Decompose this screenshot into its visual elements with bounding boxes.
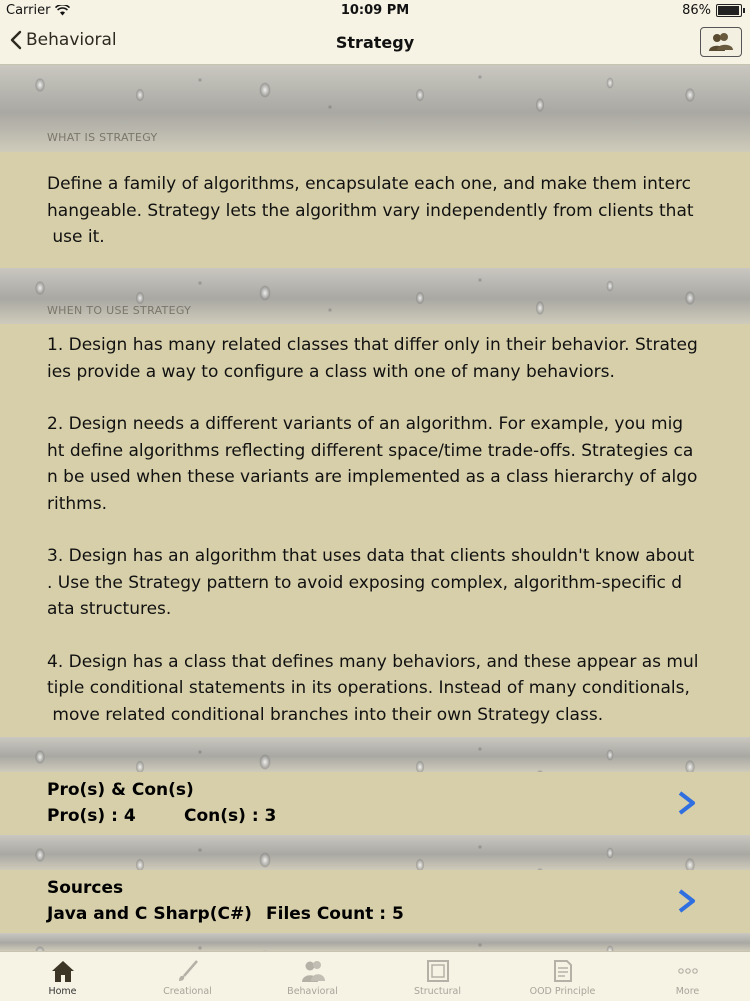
section-header-label: WHEN TO USE STRATEGY: [47, 304, 192, 317]
tab-bar: [0, 951, 750, 1001]
usage-line: 3. Design has an algorithm that uses data that clients shouldn't know about: [47, 546, 695, 566]
carrier-label: Carrier: [6, 3, 51, 18]
usage-line: . Use the Strategy pattern to avoid exposing complex, algorithm-specific d: [47, 572, 683, 593]
tab-behavioral[interactable]: [250, 952, 375, 1001]
author-button[interactable]: [700, 27, 742, 57]
battery-percent: 86%: [682, 3, 711, 18]
source-languages: Java and C Sharp(C#): [47, 904, 252, 924]
battery-icon: [716, 4, 742, 17]
usage-line: rithms.: [47, 493, 107, 514]
tab-more[interactable]: [625, 952, 750, 1001]
frame-icon: [425, 959, 451, 983]
tab-label: More: [675, 986, 700, 997]
pros-cons-row[interactable]: [0, 772, 750, 835]
brush-icon: [175, 959, 201, 983]
tab-structural[interactable]: [375, 952, 500, 1001]
pros-count: Pro(s) : 4: [47, 806, 136, 826]
sources-row[interactable]: [0, 870, 750, 933]
tab-ood-principle[interactable]: [500, 952, 625, 1001]
definition-line: hangeable. Strategy lets the algorithm vary independently from clients that: [47, 200, 694, 221]
usage-line: ht define algorithms reflecting different space/time trade-offs. Strategies ca: [47, 440, 694, 461]
chevron-right-icon[interactable]: [676, 790, 698, 816]
usage-line: move related conditional branches into their own Strategy class.: [47, 704, 604, 725]
files-count: Files Count : 5: [266, 904, 404, 924]
definition-line: use it.: [47, 227, 105, 247]
section-header-when-to-use: [0, 268, 750, 324]
pros-cons-title: Pro(s) & Con(s): [47, 780, 194, 800]
usage-line: tiple conditional statements in its operations. Instead of many conditionals,: [47, 678, 690, 698]
usage-line: ies provide a way to configure a class with one of many behaviors.: [47, 361, 615, 382]
users-icon: [300, 959, 326, 983]
usage-line: ata structures.: [47, 599, 172, 619]
sources-title: Sources: [47, 878, 124, 898]
tab-label: OOD Principle: [529, 986, 596, 997]
tab-creational[interactable]: [125, 952, 250, 1001]
nav-bar: [0, 22, 750, 65]
document-icon: [550, 959, 576, 983]
chevron-right-icon[interactable]: [676, 888, 698, 914]
cons-count: Con(s) : 3: [184, 806, 277, 826]
divider-strip: [0, 737, 750, 772]
section-header-label: WHAT IS STRATEGY: [47, 131, 158, 144]
tab-home[interactable]: [0, 952, 125, 1001]
divider-strip: [0, 835, 750, 870]
definition-line: Define a family of algorithms, encapsulate each one, and make them interc: [47, 174, 691, 194]
tab-label: Behavioral: [287, 986, 338, 997]
section-header-what-is: [0, 65, 750, 152]
users-icon: [708, 32, 734, 52]
usage-line: 4. Design has a class that defines many behaviors, and these appear as mul: [47, 651, 699, 672]
back-button-label: Behavioral: [26, 30, 117, 50]
usage-line: 2. Design needs a different variants of an algorithm. For example, you mig: [47, 414, 684, 434]
divider-strip: [0, 933, 750, 951]
usage-paragraph-3: [47, 543, 703, 623]
usage-panel: [0, 324, 750, 737]
usage-line: n be used when these variants are implemented as a class hierarchy of algo: [47, 467, 698, 487]
usage-line: 1. Design has many related classes that differ only in their behavior. Strateg: [47, 335, 698, 355]
tab-label: Home: [48, 986, 77, 997]
definition-panel: [0, 152, 750, 268]
usage-paragraph-4: [47, 649, 703, 729]
usage-paragraph-1: [47, 332, 703, 385]
more-icon: [675, 959, 701, 983]
status-bar: [0, 0, 750, 22]
usage-paragraph-2: [47, 411, 703, 517]
tab-label: Structural: [413, 986, 462, 997]
page-title: Strategy: [335, 33, 415, 52]
home-icon: [50, 959, 76, 983]
tab-label: Creational: [163, 986, 212, 997]
status-time: 10:09 PM: [340, 3, 410, 18]
